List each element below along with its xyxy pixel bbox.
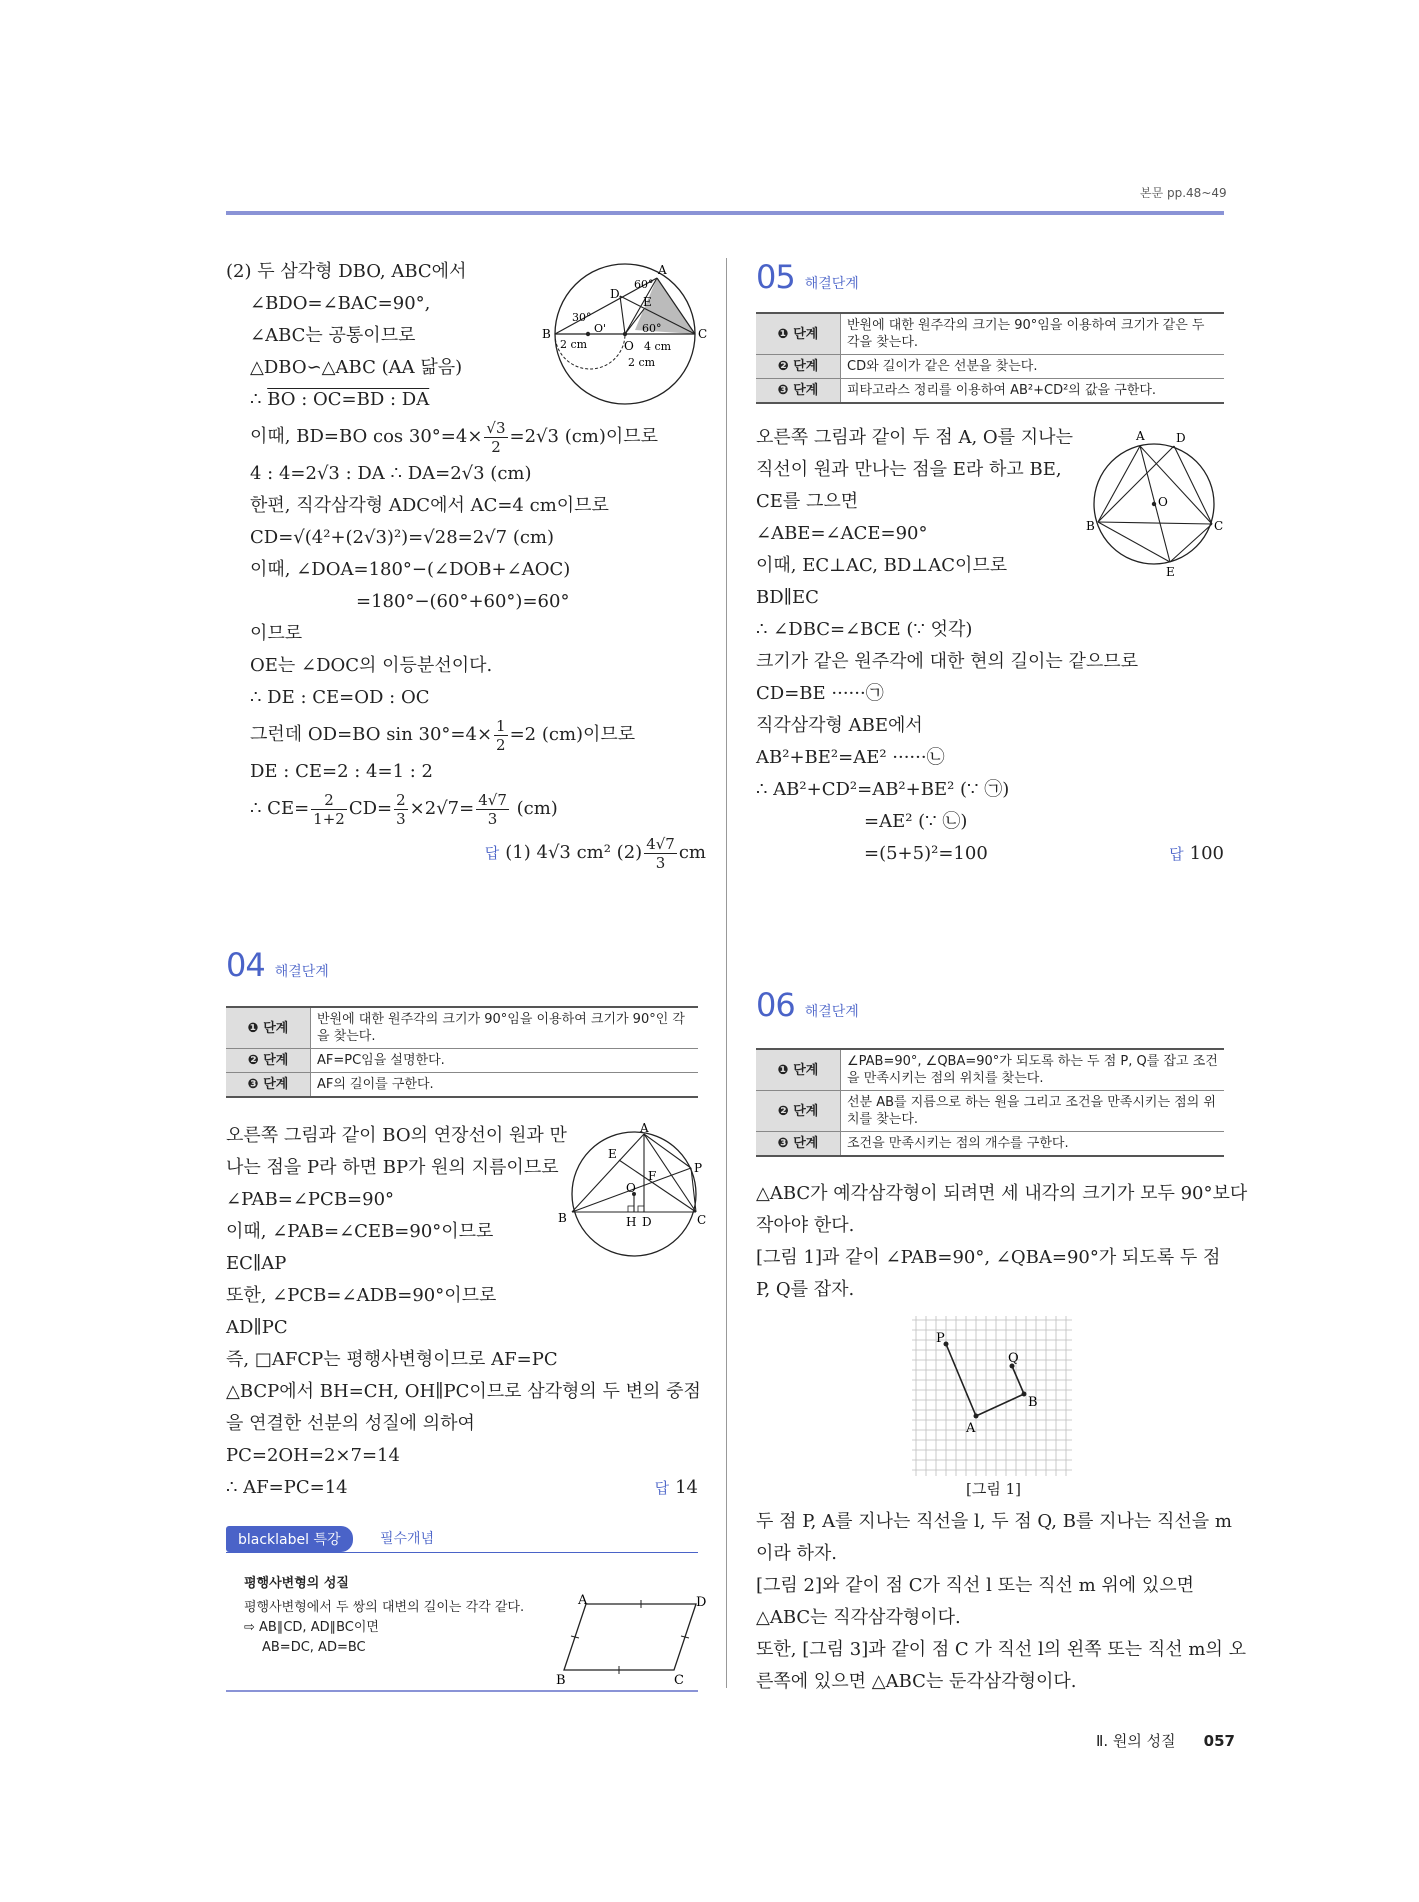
text-line: ∴ AB²+CD²=AB²+BE² (∵ ㉠): [756, 779, 1010, 800]
text-line: DE : CE=2 : 4=1 : 2: [250, 761, 433, 782]
label-angle-60a: 60°: [634, 278, 654, 291]
answer-line: 답 (1) 4√3 cm² (2) $\frac{4√7}{3}$ cm: [484, 834, 706, 872]
text-line: 4 : 4=2√3 : DA ∴ DA=2√3 (cm): [250, 463, 532, 484]
label-E: E: [1166, 565, 1175, 579]
label-length-4cm: 4 cm: [644, 340, 672, 353]
label-Q: Q: [1008, 1351, 1019, 1366]
blacklabel-title: 평행사변형의 성질: [244, 1576, 349, 1591]
chapter-title: Ⅱ. 원의 성질: [1096, 1732, 1176, 1750]
label-O: O: [624, 339, 634, 353]
text-line: P, Q를 잡자.: [756, 1279, 855, 1300]
text-line: AB²+BE²=AE² ······㉡: [756, 747, 945, 768]
solution-steps-06: [756, 1048, 1224, 1157]
blacklabel-badge: blacklabel 특강: [226, 1526, 353, 1552]
circle-figure-afcp: [556, 1120, 706, 1260]
label-C: C: [1214, 519, 1224, 533]
section-number: 04: [226, 946, 265, 984]
solution-06-body: [756, 1178, 1248, 1306]
blacklabel-body: [244, 1598, 524, 1658]
text-line: 른쪽에 있으면 △ABC는 둔각삼각형이다.: [756, 1671, 1077, 1692]
label-A: A: [658, 263, 667, 277]
solution-steps-05: [756, 312, 1224, 404]
text-line: 두 점 P, A를 지나는 직선을 l, 두 점 Q, B를 지나는 직선을 m: [756, 1511, 1232, 1532]
label-D: D: [1176, 431, 1186, 445]
label-B: B: [1086, 519, 1095, 533]
step-row: ❶ 단계 ∠PAB=90°, ∠QBA=90°가 되도록 하는 두 점 P, Q를 잡고 조건을 만족시키는 점의 위치를 찾는다.: [756, 1049, 1224, 1091]
label-O-prime: O': [594, 322, 607, 335]
text-line: ∠ABC는 공통이므로: [250, 325, 416, 346]
text-line: 오른쪽 그림과 같이 두 점 A, O를 지나는: [756, 427, 1073, 448]
step-row: ❷ 단계 AF=PC임을 설명한다.: [226, 1049, 698, 1073]
solution-steps-04: [226, 1006, 698, 1098]
label-angle-60b: 60°: [642, 322, 662, 335]
text-line: 이때, ∠PAB=∠CEB=90°이므로: [226, 1221, 494, 1242]
blacklabel-bottom-rule: [226, 1690, 698, 1692]
text-line: [그림 1]과 같이 ∠PAB=90°, ∠QBA=90°가 되도록 두 점: [756, 1247, 1221, 1268]
text-line: ⇨ AB∥CD, AD∥BC이면: [244, 1620, 379, 1635]
text-line: [그림 2]와 같이 점 C가 직선 l 또는 직선 m 위에 있으면: [756, 1575, 1195, 1596]
text-line: ∴ CE= $\frac{2}{1+2}$ CD= $\frac{2}{3}$ ×2√7= $\frac{4√7}{3}$ (cm): [250, 790, 558, 828]
section-06-header: [756, 986, 859, 1024]
text-line: CE를 그으면: [756, 491, 859, 512]
step-row: ❶ 단계 반원에 대한 원주각의 크기는 90°임을 이용하여 크기가 같은 두 각을 찾는다.: [756, 313, 1224, 355]
answer-line: =(5+5)²=100 답 100: [864, 843, 1224, 864]
text-line: △ABC가 예각삼각형이 되려면 세 내각의 크기가 모두 90°보다: [756, 1183, 1248, 1204]
text-line: 이라 하자.: [756, 1543, 837, 1564]
solution-06-body-continued: [756, 1506, 1246, 1698]
text-line: 또한, ∠PCB=∠ADB=90°이므로: [226, 1285, 497, 1306]
text-line: BD∥EC: [756, 587, 819, 608]
label-angle-30: 30°: [572, 311, 592, 324]
figure-caption: [그림 1]: [966, 1480, 1021, 1498]
label-C: C: [698, 327, 708, 341]
text-line: △DBO∽△ABC (AA 닮음): [250, 357, 463, 378]
text-line: (2) 두 삼각형 DBO, ABC에서: [226, 261, 467, 282]
text-line: EC∥AP: [226, 1253, 287, 1274]
text-line: 이때, ∠DOA=180°−(∠DOB+∠AOC): [250, 559, 571, 580]
label-A: A: [1136, 429, 1145, 443]
text-line: △BCP에서 BH=CH, OH∥PC이므로 삼각형의 두 변의 중점: [226, 1381, 701, 1402]
text-line: CD=BE ······㉠: [756, 683, 884, 704]
text-line: PC=2OH=2×7=14: [226, 1445, 400, 1466]
step-row: ❸ 단계 피타고라스 정리를 이용하여 AB²+CD²의 값을 구한다.: [756, 379, 1224, 404]
text-line: ∠ABE=∠ACE=90°: [756, 523, 928, 544]
column-divider: [726, 258, 727, 1688]
answer-line: ∴ AF=PC=14 답 14: [226, 1477, 698, 1498]
label-E: E: [608, 1147, 617, 1161]
step-row: ❸ 단계 조건을 만족시키는 점의 개수를 구한다.: [756, 1132, 1224, 1157]
text-line: 을 연결한 선분의 성질에 의하여: [226, 1413, 475, 1434]
label-O: O: [626, 1181, 636, 1195]
page-number: 057: [1203, 1732, 1235, 1750]
text-line: AD∥PC: [226, 1317, 288, 1338]
text-line: AB=DC, AD=BC: [262, 1640, 366, 1655]
text-line: 평행사변형에서 두 쌍의 대변의 길이는 각각 같다.: [244, 1600, 525, 1615]
text-line: 이때, BD=BO cos 30°=4× $\frac{√3}{2}$ =2√3 (cm)이므로: [250, 418, 659, 456]
step-row: ❶ 단계 반원에 대한 원주각의 크기가 90°임을 이용하여 크기가 90°인 각을 찾는다.: [226, 1007, 698, 1049]
label-A: A: [966, 1421, 976, 1436]
section-number: 06: [756, 986, 795, 1024]
label-B: B: [542, 327, 551, 341]
label-D: D: [610, 287, 620, 301]
label-A: A: [578, 1594, 588, 1608]
text-line: 또한, [그림 3]과 같이 점 C 가 직선 l의 왼쪽 또는 직선 m의 오: [756, 1639, 1246, 1660]
text-line: 이때, EC⊥AC, BD⊥AC이므로: [756, 555, 1008, 576]
header-rule: [226, 211, 1224, 215]
blacklabel-rule: [226, 1552, 698, 1553]
text-line: =180°−(60°+60°)=60°: [356, 591, 570, 612]
label-A: A: [640, 1121, 649, 1135]
section-label: 해결단계: [274, 964, 329, 980]
blacklabel-subtitle: 필수개념: [380, 1531, 435, 1547]
label-F: F: [648, 1169, 657, 1183]
section-04-header: [226, 946, 329, 984]
label-P: P: [936, 1331, 945, 1346]
label-C: C: [674, 1673, 684, 1684]
section-number: 05: [756, 258, 795, 296]
text-line: 한편, 직각삼각형 ADC에서 AC=4 cm이므로: [250, 495, 609, 516]
label-E: E: [643, 295, 652, 309]
page-reference: 본문 pp.48~49: [1140, 186, 1227, 200]
label-B: B: [556, 1673, 566, 1684]
label-length-2cm: 2 cm: [560, 338, 588, 351]
step-row: ❷ 단계 선분 AB를 지름으로 하는 원을 그리고 조건을 만족시키는 점의 위치를 찾는다.: [756, 1091, 1224, 1132]
text-line: 나는 점을 P라 하면 BP가 원의 지름이므로: [226, 1157, 559, 1178]
step-row: ❸ 단계 AF의 길이를 구한다.: [226, 1073, 698, 1098]
label-C: C: [697, 1213, 706, 1227]
text-line: ∴ DE : CE=OD : OC: [250, 687, 430, 708]
label-B: B: [558, 1211, 567, 1225]
section-05-header: [756, 258, 859, 296]
circle-figure-dbo-abc: [540, 258, 710, 408]
label-O: O: [1158, 495, 1168, 509]
text-line: OE는 ∠DOC의 이등분선이다.: [250, 655, 493, 676]
text-line: ∠BDO=∠BAC=90°,: [250, 293, 431, 314]
text-line: ∠PAB=∠PCB=90°: [226, 1189, 395, 1210]
text-line: ∴ BO : OC=BD : DA: [250, 389, 430, 410]
text-line: △ABC는 직각삼각형이다.: [756, 1607, 961, 1628]
text-line: 직각삼각형 ABE에서: [756, 715, 923, 736]
label-B: B: [1028, 1395, 1038, 1410]
section-label: 해결단계: [804, 1004, 859, 1020]
text-line: 직선이 원과 만나는 점을 E라 하고 BE,: [756, 459, 1062, 480]
text-line: 오른쪽 그림과 같이 BO의 연장선이 원과 만: [226, 1125, 567, 1146]
circle-figure-abe: [1086, 424, 1226, 584]
text-line: 이므로: [250, 623, 303, 644]
label-D: D: [642, 1215, 652, 1229]
text-line: ∴ ∠DBC=∠BCE (∵ 엇각): [756, 619, 973, 640]
grid-figure-1: [912, 1316, 1072, 1476]
parallelogram-figure: [556, 1594, 706, 1684]
label-P: P: [694, 1161, 703, 1175]
page-footer: [1096, 1730, 1235, 1751]
text-line: 그런데 OD=BO sin 30°=4× $\frac{1}{2}$ =2 (cm)이므로: [250, 716, 636, 754]
text-line: 작아야 한다.: [756, 1215, 855, 1236]
section-label: 해결단계: [804, 276, 859, 292]
text-line: CD=√(4²+(2√3)²)=√28=2√7 (cm): [250, 527, 555, 548]
label-D: D: [696, 1595, 706, 1610]
text-line: 즉, □AFCP는 평행사변형이므로 AF=PC: [226, 1349, 558, 1370]
label-length-2cm: 2 cm: [628, 356, 656, 369]
text-line: 크기가 같은 원주각에 대한 현의 길이는 같으므로: [756, 651, 1139, 672]
text-line: =AE² (∵ ㉡): [864, 811, 968, 832]
label-H: H: [626, 1215, 637, 1229]
step-row: ❷ 단계 CD와 길이가 같은 선분을 찾는다.: [756, 355, 1224, 379]
